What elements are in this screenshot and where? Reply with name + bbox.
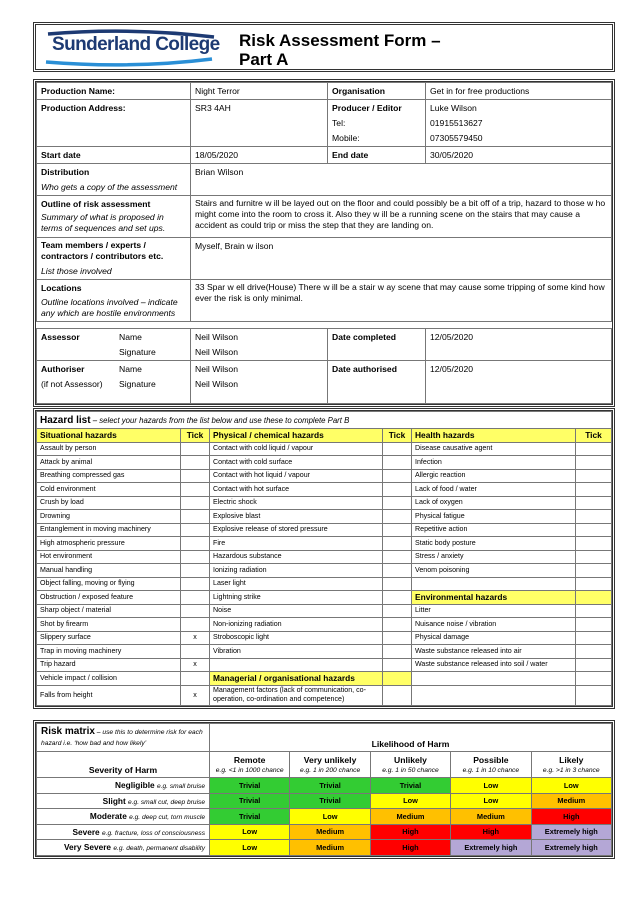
- physical-hazard: Noise: [210, 604, 383, 618]
- situational-tick[interactable]: [181, 645, 210, 659]
- health-hazard: Repetitive action: [412, 523, 576, 537]
- risk-level-cell: Medium: [290, 824, 370, 840]
- hazard-row: [37, 523, 612, 537]
- hazard-list-note: – select your hazards from the list below and use these to complete Part B: [90, 415, 350, 425]
- physical-tick[interactable]: [383, 604, 412, 618]
- col-tick-health: Tick: [576, 429, 612, 443]
- health-hazard: [412, 685, 576, 705]
- team-label-cell: [37, 238, 191, 280]
- physical-hazard: Contact with hot liquid / vapour: [210, 469, 383, 483]
- situational-tick[interactable]: [181, 523, 210, 537]
- health-hazard: Stress / anxiety: [412, 550, 576, 564]
- outline-label: Outline of risk assessment: [41, 199, 151, 209]
- authoriser-name-value: Neil Wilson: [195, 364, 238, 374]
- form-title-line1: Risk Assessment Form –: [239, 31, 441, 50]
- health-hazard: Waste substance released into air: [412, 645, 576, 659]
- production-address-label: Production Address:: [37, 100, 191, 147]
- locations-value: 33 Spar w ell drive(House) There w ill be a stair w ay scene that may cause some tripping of some kind how ever the risk is only minimal.: [191, 280, 612, 322]
- severity-name: Moderate: [89, 811, 127, 822]
- hazard-list-section: [33, 408, 615, 709]
- situational-hazard: Crush by load: [37, 496, 181, 510]
- date-authorised-value: 12/05/2020: [426, 361, 612, 404]
- situational-tick[interactable]: [181, 618, 210, 632]
- situational-tick[interactable]: [181, 564, 210, 578]
- severity-name: Severe: [72, 826, 100, 837]
- producer-contact-labels: [328, 100, 426, 147]
- situational-hazard: Cold environment: [37, 483, 181, 497]
- situational-hazard: Slippery surface: [37, 631, 181, 645]
- health-hazard: Static body posture: [412, 537, 576, 551]
- risk-level-cell: Medium: [531, 793, 611, 809]
- hazard-row: [37, 577, 612, 591]
- risk-level-cell: Trivial: [210, 809, 290, 825]
- likelihood-example: e.g. >1 in 3 chance: [542, 767, 600, 774]
- severity-name: Very Severe: [63, 842, 112, 853]
- assessor-signature-label: Signature: [119, 347, 156, 357]
- likelihood-column-header: [370, 752, 450, 778]
- risk-level-cell: Low: [370, 793, 450, 809]
- physical-hazard: Contact with cold liquid / vapour: [210, 442, 383, 456]
- hazard-row: [37, 510, 612, 524]
- col-tick-situational: Tick: [181, 429, 210, 443]
- production-name-value: Night Terror: [191, 83, 328, 100]
- health-hazard: Venom poisoning: [412, 564, 576, 578]
- physical-tick[interactable]: [383, 577, 412, 591]
- physical-tick[interactable]: [383, 672, 412, 686]
- assessor-label: Assessor: [41, 332, 80, 342]
- health-hazard: Allergic reaction: [412, 469, 576, 483]
- date-authorised-label: Date authorised: [328, 361, 426, 404]
- risk-level-cell: Trivial: [210, 778, 290, 794]
- severity-row: [37, 778, 612, 794]
- severity-label-cell: [37, 840, 210, 856]
- team-label: Team members / experts / contractors / contributors etc.: [41, 240, 164, 261]
- health-hazard: Lack of oxygen: [412, 496, 576, 510]
- locations-note: Outline locations involved – indicate any which are hostile environments: [41, 297, 178, 318]
- producer-contact-values: [426, 100, 612, 147]
- situational-hazard: Trip hazard: [37, 658, 181, 672]
- situational-hazard: Hot environment: [37, 550, 181, 564]
- risk-level-cell: Trivial: [370, 778, 450, 794]
- physical-hazard: Lightning strike: [210, 591, 383, 605]
- risk-level-cell: Low: [210, 824, 290, 840]
- likelihood-example: e.g. 1 in 200 chance: [299, 767, 361, 774]
- situational-hazard: Trap in moving machinery: [37, 645, 181, 659]
- situational-tick[interactable]: [181, 604, 210, 618]
- start-date-value: 18/05/2020: [191, 147, 328, 164]
- health-hazard: Lack of food / water: [412, 483, 576, 497]
- physical-tick[interactable]: [383, 685, 412, 705]
- likelihood-column-header: [451, 752, 531, 778]
- situational-tick[interactable]: [181, 442, 210, 456]
- likelihood-name: Very unlikely: [303, 755, 357, 765]
- severity-row: [37, 793, 612, 809]
- risk-level-cell: Low: [451, 778, 531, 794]
- likelihood-name: Unlikely: [393, 755, 427, 765]
- physical-tick[interactable]: [383, 591, 412, 605]
- situational-hazard: Assault by person: [37, 442, 181, 456]
- physical-tick[interactable]: [383, 523, 412, 537]
- risk-level-cell: Low: [290, 809, 370, 825]
- production-address-value: SR3 4AH: [191, 100, 328, 147]
- health-tick[interactable]: [576, 685, 612, 705]
- hazard-row: [37, 672, 612, 686]
- organisation-value: Get in for free productions: [426, 83, 612, 100]
- situational-hazard: High atmospheric pressure: [37, 537, 181, 551]
- likelihood-column-header: [290, 752, 370, 778]
- health-tick[interactable]: [576, 496, 612, 510]
- health-hazard: [412, 577, 576, 591]
- health-tick[interactable]: [576, 483, 612, 497]
- physical-tick[interactable]: [383, 658, 412, 672]
- health-hazard: Litter: [412, 604, 576, 618]
- physical-hazard: Contact with hot surface: [210, 483, 383, 497]
- risk-matrix-title-cell: [37, 724, 210, 752]
- distribution-value: Brian Wilson: [191, 164, 612, 196]
- hazard-row: [37, 550, 612, 564]
- situational-hazard: Vehicle impact / collision: [37, 672, 181, 686]
- health-hazard: [412, 672, 576, 686]
- health-hazard: Physical damage: [412, 631, 576, 645]
- hazard-rows: [37, 442, 612, 705]
- physical-hazard: Explosive release of stored pressure: [210, 523, 383, 537]
- situational-tick[interactable]: [181, 483, 210, 497]
- managerial-hazards-heading: Managerial / organisational hazards: [210, 672, 383, 686]
- situational-tick[interactable]: [181, 469, 210, 483]
- assessor-signature-value: Neil Wilson: [195, 347, 238, 357]
- start-date-label: Start date: [37, 147, 191, 164]
- risk-level-cell: Extremely high: [531, 840, 611, 856]
- authoriser-note: (if not Assessor): [41, 379, 103, 389]
- hazard-row: [37, 631, 612, 645]
- physical-hazard: Stroboscopic light: [210, 631, 383, 645]
- health-tick[interactable]: [576, 577, 612, 591]
- physical-hazard: Hazardous substance: [210, 550, 383, 564]
- locations-label-cell: [37, 280, 191, 322]
- hazard-row: [37, 618, 612, 632]
- physical-hazard: Contact with cold surface: [210, 456, 383, 470]
- risk-level-cell: Medium: [290, 840, 370, 856]
- severity-label-cell: [37, 824, 210, 840]
- physical-hazard: [210, 658, 383, 672]
- hazard-row: [37, 604, 612, 618]
- physical-hazard: Non-ionizing radiation: [210, 618, 383, 632]
- health-tick[interactable]: [576, 631, 612, 645]
- risk-matrix-note: – use this to determine risk for each hazard i.e. ‘how bad and how likely’: [41, 728, 203, 747]
- risk-level-cell: Medium: [370, 809, 450, 825]
- situational-hazard: Falls from height: [37, 685, 181, 705]
- hazard-row: [37, 591, 612, 605]
- hazard-row: [37, 537, 612, 551]
- outline-note: Summary of what is proposed in terms of sequences and set ups.: [41, 212, 166, 233]
- assessor-name-label: Name: [119, 332, 142, 342]
- distribution-label-cell: [37, 164, 191, 196]
- producer-label: Producer / Editor: [332, 103, 402, 113]
- risk-level-cell: Medium: [451, 809, 531, 825]
- health-hazard: Nuisance noise / vibration: [412, 618, 576, 632]
- form-title: [239, 31, 441, 69]
- assessor-name-value: Neil Wilson: [195, 332, 238, 342]
- likelihood-of-harm-label: Likelihood of Harm: [210, 724, 612, 752]
- situational-tick[interactable]: x: [181, 631, 210, 645]
- risk-level-cell: High: [451, 824, 531, 840]
- col-health-hazards: Health hazards: [412, 429, 576, 443]
- hazard-list-title-cell: [37, 412, 612, 429]
- team-value: Myself, Brain w ilson: [191, 238, 612, 280]
- col-physical-hazards: Physical / chemical hazards: [210, 429, 383, 443]
- authoriser-label-cell: [37, 361, 191, 404]
- risk-level-cell: Low: [451, 793, 531, 809]
- outline-label-cell: [37, 196, 191, 238]
- physical-tick[interactable]: [383, 631, 412, 645]
- physical-tick[interactable]: [383, 618, 412, 632]
- situational-tick[interactable]: x: [181, 685, 210, 705]
- severity-label-cell: [37, 778, 210, 794]
- likelihood-column-header: [531, 752, 611, 778]
- severity-row: [37, 809, 612, 825]
- situational-tick[interactable]: x: [181, 658, 210, 672]
- tel-label: Tel:: [332, 118, 346, 128]
- situational-hazard: Manual handling: [37, 564, 181, 578]
- section-separator: [37, 322, 612, 329]
- physical-tick[interactable]: [383, 537, 412, 551]
- situational-hazard: Object falling, moving or flying: [37, 577, 181, 591]
- situational-hazard: Drowning: [37, 510, 181, 524]
- matrix-rows: [37, 778, 612, 856]
- risk-level-cell: Extremely high: [451, 840, 531, 856]
- physical-tick[interactable]: [383, 483, 412, 497]
- physical-hazard: Vibration: [210, 645, 383, 659]
- physical-hazard: Electric shock: [210, 496, 383, 510]
- production-name-label: Production Name:: [37, 83, 191, 100]
- situational-tick[interactable]: [181, 550, 210, 564]
- end-date-label: End date: [328, 147, 426, 164]
- physical-hazard: Management factors (lack of communication, co-operation, co-ordination and competence): [210, 685, 383, 705]
- production-details-section: [33, 79, 615, 407]
- hazard-row: [37, 442, 612, 456]
- physical-tick[interactable]: [383, 550, 412, 564]
- assessor-label-cell: [37, 329, 191, 361]
- logo-text: Sunderland College: [52, 34, 220, 55]
- risk-level-cell: Trivial: [210, 793, 290, 809]
- severity-name: Negligible: [115, 780, 155, 791]
- health-tick[interactable]: [576, 591, 612, 605]
- situational-hazard: Sharp object / material: [37, 604, 181, 618]
- likelihood-example: e.g. <1 in 1000 chance: [215, 767, 284, 774]
- severity-example: e.g. small bruise: [156, 783, 205, 791]
- health-tick[interactable]: [576, 442, 612, 456]
- end-date-value: 30/05/2020: [426, 147, 612, 164]
- form-title-line2: Part A: [239, 50, 289, 69]
- health-tick[interactable]: [576, 604, 612, 618]
- team-note: List those involved: [41, 266, 112, 276]
- physical-tick[interactable]: [383, 442, 412, 456]
- producer-value: Luke Wilson: [430, 103, 477, 113]
- situational-hazard: Breathing compressed gas: [37, 469, 181, 483]
- hazard-row: [37, 645, 612, 659]
- physical-tick[interactable]: [383, 469, 412, 483]
- risk-level-cell: High: [370, 840, 450, 856]
- date-completed-value: 12/05/2020: [426, 329, 612, 361]
- hazard-row: [37, 496, 612, 510]
- situational-tick[interactable]: [181, 591, 210, 605]
- severity-name: Slight: [102, 795, 126, 806]
- health-tick[interactable]: [576, 456, 612, 470]
- outline-value: Stairs and furnitre w ill be layed out on the floor and could possibly be a bit off of a trip, hazard to those w ho might come into the room to cross it. Also they w ill be a running scene on the stairs that may cause a accident as could trip or miss the step that they are landing on.: [191, 196, 612, 238]
- risk-level-cell: Trivial: [290, 778, 370, 794]
- health-tick[interactable]: [576, 564, 612, 578]
- environmental-hazards-heading: Environmental hazards: [412, 591, 576, 605]
- health-tick[interactable]: [576, 550, 612, 564]
- health-tick[interactable]: [576, 645, 612, 659]
- assessor-values: [191, 329, 328, 361]
- risk-matrix-section: [33, 720, 615, 859]
- health-hazard: Physical fatigue: [412, 510, 576, 524]
- risk-level-cell: High: [531, 809, 611, 825]
- likelihood-example: e.g. 1 in 10 chance: [462, 767, 520, 774]
- physical-hazard: Explosive blast: [210, 510, 383, 524]
- likelihood-example: e.g. 1 in 50 chance: [382, 767, 439, 774]
- severity-example: e.g. small cut, deep bruise: [128, 798, 205, 806]
- tel-value: 01915513627: [430, 118, 483, 128]
- situational-tick[interactable]: [181, 672, 210, 686]
- situational-tick[interactable]: [181, 456, 210, 470]
- situational-tick[interactable]: [181, 510, 210, 524]
- physical-hazard: Ionizing radiation: [210, 564, 383, 578]
- hazard-row: [37, 658, 612, 672]
- hazard-row: [37, 456, 612, 470]
- severity-example: e.g. deep cut, torn muscle: [129, 814, 205, 822]
- hazard-list-title: Hazard list: [40, 414, 91, 426]
- physical-tick[interactable]: [383, 510, 412, 524]
- severity-example: e.g. death, permanent disability: [113, 845, 205, 853]
- authoriser-signature-value: Neil Wilson: [195, 379, 238, 389]
- authoriser-label: Authoriser: [41, 364, 85, 374]
- hazard-row: [37, 564, 612, 578]
- distribution-note: Who gets a copy of the assessment: [41, 182, 178, 192]
- health-tick[interactable]: [576, 523, 612, 537]
- col-situational-hazards: Situational hazards: [37, 429, 181, 443]
- severity-of-harm-label: Severity of Harm: [37, 752, 210, 778]
- situational-hazard: Obstruction / exposed feature: [37, 591, 181, 605]
- distribution-label: Distribution: [41, 167, 90, 177]
- situational-tick[interactable]: [181, 496, 210, 510]
- health-tick[interactable]: [576, 469, 612, 483]
- physical-tick[interactable]: [383, 456, 412, 470]
- authoriser-values: [191, 361, 328, 404]
- risk-matrix-title: Risk matrix: [41, 725, 95, 737]
- likelihood-name: Likely: [559, 755, 584, 765]
- likelihood-name: Possible: [473, 755, 509, 765]
- form-header: [33, 22, 615, 72]
- severity-row: [37, 824, 612, 840]
- likelihood-name: Remote: [233, 755, 266, 765]
- hazard-row: [37, 483, 612, 497]
- severity-example: e.g. fracture, loss of consciousness: [102, 829, 205, 837]
- health-hazard: Infection: [412, 456, 576, 470]
- health-tick[interactable]: [576, 510, 612, 524]
- date-completed-label: Date completed: [328, 329, 426, 361]
- risk-level-cell: High: [370, 824, 450, 840]
- health-tick[interactable]: [576, 672, 612, 686]
- health-hazard: Disease causative agent: [412, 442, 576, 456]
- mobile-value: 07305579450: [430, 133, 483, 143]
- risk-level-cell: Trivial: [290, 793, 370, 809]
- severity-label-cell: [37, 793, 210, 809]
- risk-level-cell: Low: [531, 778, 611, 794]
- situational-hazard: Entanglement in moving machinery: [37, 523, 181, 537]
- locations-label: Locations: [41, 283, 82, 293]
- situational-hazard: Attack by animal: [37, 456, 181, 470]
- health-tick[interactable]: [576, 618, 612, 632]
- physical-tick[interactable]: [383, 496, 412, 510]
- situational-tick[interactable]: [181, 537, 210, 551]
- physical-hazard: Fire: [210, 537, 383, 551]
- severity-label-cell: [37, 809, 210, 825]
- authoriser-signature-label: Signature: [119, 379, 156, 389]
- risk-level-cell: Extremely high: [531, 824, 611, 840]
- physical-tick[interactable]: [383, 645, 412, 659]
- risk-level-cell: Low: [210, 840, 290, 856]
- situational-tick[interactable]: [181, 577, 210, 591]
- health-tick[interactable]: [576, 537, 612, 551]
- health-tick[interactable]: [576, 658, 612, 672]
- severity-row: [37, 840, 612, 856]
- likelihood-column-header: [210, 752, 290, 778]
- hazard-row: [37, 685, 612, 705]
- hazard-row: [37, 469, 612, 483]
- col-tick-physical: Tick: [383, 429, 412, 443]
- physical-hazard: Laser light: [210, 577, 383, 591]
- health-hazard: Waste substance released into soil / water: [412, 658, 576, 672]
- mobile-label: Mobile:: [332, 133, 360, 143]
- authoriser-name-label: Name: [119, 364, 142, 374]
- physical-tick[interactable]: [383, 564, 412, 578]
- situational-hazard: Shot by firearm: [37, 618, 181, 632]
- organisation-label: Organisation: [328, 83, 426, 100]
